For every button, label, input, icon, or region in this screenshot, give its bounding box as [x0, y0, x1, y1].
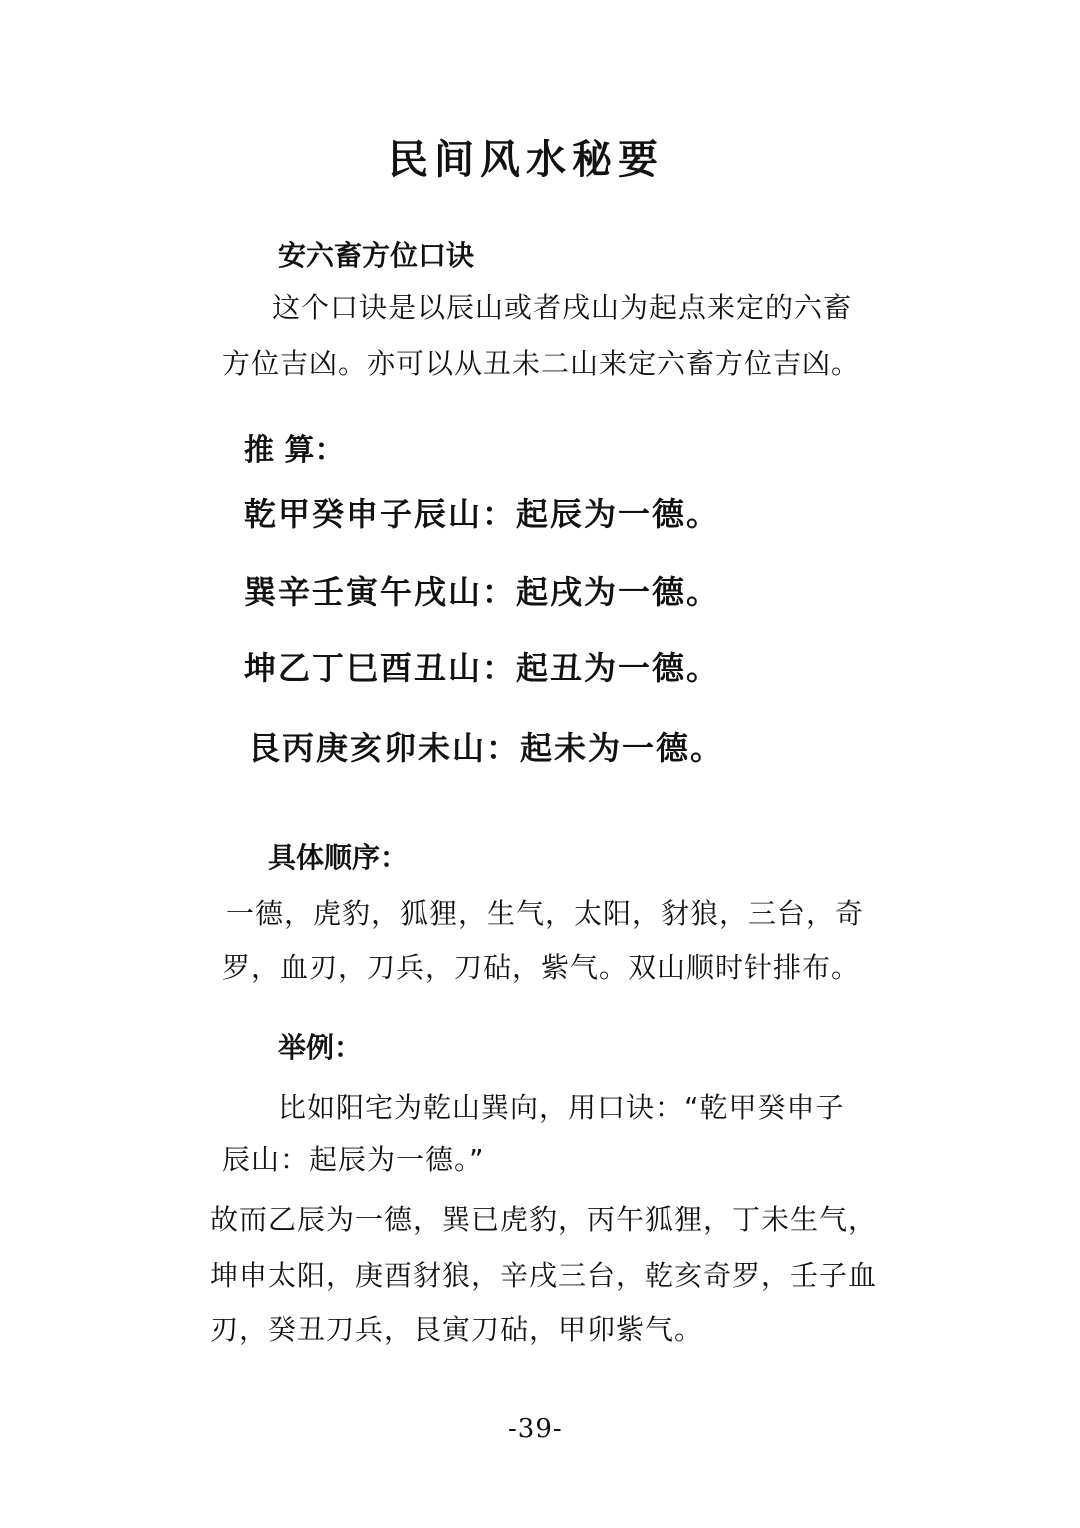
rule-line-1: 乾甲癸申子辰山：起辰为一德。 [244, 495, 721, 533]
example-line-5: 刃，癸丑刀兵，艮寅刀砧，甲卯紫气。 [210, 1313, 704, 1346]
example-line-2: 辰山：起辰为一德。” [222, 1143, 485, 1176]
calc-heading: 推 算： [244, 433, 345, 468]
order-heading: 具体顺序： [268, 841, 409, 874]
order-line-2: 罗，血刃，刀兵，刀砧，紫气。双山顺时针排布。 [222, 951, 861, 984]
rule-line-3: 坤乙丁巳酉丑山：起丑为一德。 [244, 649, 721, 687]
rule-line-2: 巽辛壬寅午戌山：起戌为一德。 [244, 573, 721, 611]
intro-line-1: 这个口诀是以辰山或者戌山为起点来定的六畜 [272, 291, 853, 324]
rule-line-4: 艮丙庚亥卯未山：起未为一德。 [248, 729, 725, 767]
example-heading: 举例： [278, 1031, 363, 1064]
example-line-3: 故而乙辰为一德，巽已虎豹，丙午狐狸，丁未生气， [210, 1203, 878, 1236]
page-number: -39- [508, 1414, 563, 1444]
order-line-1: 一德，虎豹，狐狸，生气，太阳，豺狼，三台，奇 [226, 897, 865, 930]
example-line-4: 坤申太阳，庚酉豺狼，辛戌三台，乾亥奇罗，壬子血 [210, 1259, 878, 1292]
example-line-1: 比如阳宅为乾山巽向，用口诀：“乾甲癸申子 [278, 1091, 845, 1124]
section-heading: 安六畜方位口诀 [278, 239, 475, 272]
intro-line-2: 方位吉凶。亦可以从丑未二山来定六畜方位吉凶。 [222, 347, 861, 380]
page-title: 民间风水秘要 [388, 136, 664, 183]
